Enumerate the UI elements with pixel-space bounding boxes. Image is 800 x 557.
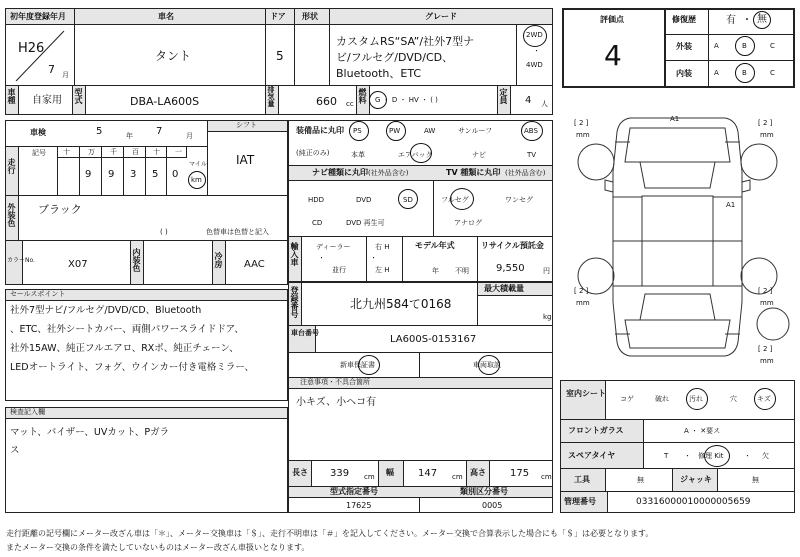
interior-color-label: 内装色 [132, 248, 141, 272]
shift-value: IAT [236, 153, 255, 167]
interior-c: C [770, 69, 775, 77]
equip-pw: PW [389, 127, 401, 135]
tire-fl-mm: mm [576, 131, 590, 139]
equip-sunroof: サンルーフ [458, 127, 493, 135]
grade-line-2: ビ/フルセグ/DVD/CD、 [336, 51, 454, 64]
color-paren: ( ) [160, 228, 168, 236]
reg-year: H26 [18, 41, 45, 56]
shape-label: 形状 [302, 12, 318, 21]
exterior-a: A [714, 42, 719, 50]
digit-header-1: 万 [88, 148, 95, 156]
equip-navi: ナビ [472, 151, 486, 159]
width-label: 幅 [386, 468, 394, 477]
digit-header-5: 一 [175, 148, 182, 156]
equip-ps: PS [353, 127, 362, 135]
repair-yes: 有 [726, 15, 736, 26]
mileage-mark-label: 記号 [32, 149, 46, 157]
digit-header-3: 百 [132, 148, 139, 156]
import-dot: ・ [318, 254, 325, 262]
color-note: 色替車は色替と記入 [206, 228, 269, 236]
navi-sub: (社外品含む) [368, 169, 409, 177]
glass-label: フロントガラス [568, 426, 624, 435]
tire-rr-value: 2 [762, 287, 768, 295]
chassis-label [291, 330, 319, 337]
navi-dvd-play: DVD 再生可 [346, 219, 385, 227]
import-left: 左 H [375, 266, 390, 274]
fuel-options: G ・ D ・ HV ・ ( ) [375, 96, 438, 104]
inspection-year: 5 [96, 126, 103, 137]
tv-analog: アナログ [454, 219, 482, 227]
model-year-label: モデル年式 [415, 241, 455, 250]
seat-label: 室内シート [566, 389, 606, 398]
tire-fl-value: 2 [578, 119, 584, 127]
shift-label: シフト [236, 121, 257, 129]
color-label: 外装色 [7, 203, 16, 227]
tools-value: 無 [637, 476, 644, 484]
recycle-yen: 円 [543, 267, 550, 275]
mgmt-label: 管理番号 [564, 497, 596, 506]
height-unit: cm [541, 473, 552, 481]
exterior-c: C [770, 42, 775, 50]
type-label: 型式指定番号 [330, 487, 378, 496]
capacity-label: 定員 [499, 88, 508, 104]
tire-fr-value: 2 [762, 119, 768, 127]
use-label: 車種 [7, 88, 16, 104]
digit-header-2: 千 [110, 148, 117, 156]
inspection-month: 7 [156, 126, 163, 137]
shape-cell [294, 24, 330, 86]
tire-fr-depth: [ 2 ] [758, 119, 773, 127]
model-year-unknown: 不明 [455, 267, 469, 275]
tire-rl-mm: mm [576, 299, 590, 307]
import-dot: ・ [370, 254, 377, 262]
mileage-unit-mile: マイル [189, 161, 207, 168]
interior-a: A [714, 69, 719, 77]
equip-tv: TV [527, 151, 537, 159]
mileage-digit: 9 [108, 169, 115, 180]
class-value: 0005 [482, 501, 503, 510]
tire-fr-mm: mm [760, 131, 774, 139]
jack-label: ジャッキ [680, 475, 712, 484]
sales-line-1: 社外7型ナビ/フルセグ/DVD/CD、Bluetooth [10, 305, 202, 316]
footer-note-2: またメーター交換の条件を満たしていないものはメーター改ざん車扱いとなります。 [6, 543, 310, 552]
equipment-sub: (純正のみ) [296, 149, 330, 157]
manual: 車両取説 [473, 361, 501, 369]
glass-options: A ・ ✕要ス [684, 427, 721, 435]
car-outline [560, 102, 795, 374]
disp-value: 660 [316, 95, 337, 108]
recycle-value: 9,550 [496, 263, 525, 274]
seat-scratch: キズ [757, 395, 771, 403]
new-warranty: 新車保証書 [340, 361, 375, 369]
import-right: 右 H [375, 243, 390, 251]
grade-line-3: Bluetooth、ETC [336, 67, 422, 80]
color-no-label: カラーNo. [7, 257, 35, 264]
mileage-digit: 3 [130, 169, 137, 180]
jack-value: 無 [752, 476, 759, 484]
chassis-label-text: 車台番号 [291, 329, 319, 337]
grade-line-1: カスタムRS“SA”/社外7型ナ [336, 35, 475, 48]
length-label: 長さ [292, 468, 308, 477]
mileage-unit-km: km [191, 176, 202, 184]
max-load-label: 最大積載量 [484, 284, 524, 293]
exterior-b: B [742, 42, 747, 50]
fuel-label: 燃料 [358, 88, 367, 104]
inspection-label: 車検 [30, 128, 46, 137]
equip-abs: ABS [524, 127, 538, 135]
color-value: ブラック [38, 203, 82, 216]
car-name-label: 車名 [158, 12, 174, 21]
spare-t: T [664, 452, 669, 460]
width-unit: cm [452, 473, 463, 481]
eval-score: 4 [604, 39, 622, 72]
ac-label: 冷房 [214, 252, 223, 268]
digit-sep [101, 146, 102, 196]
digit-sep [123, 146, 124, 196]
navi-hdd: HDD [308, 196, 325, 204]
seat-label-cell [560, 380, 606, 420]
tire-spare-value: 2 [762, 345, 768, 353]
type-value: 17625 [346, 501, 372, 510]
ac-value: AAC [244, 259, 265, 270]
interior-b: B [742, 69, 747, 77]
spare-sep: ・ [684, 452, 691, 460]
repair-label: 修復歴 [672, 15, 696, 24]
inspector-label: 検査記入欄 [10, 408, 45, 416]
equip-leather: 本革 [351, 151, 365, 159]
tv-sub: (社外品含む) [505, 169, 546, 177]
import-dealer: ディーラー [316, 243, 351, 251]
capacity-unit: 人 [541, 100, 548, 108]
eval-score-label: 評価点 [600, 15, 624, 24]
notes-value: 小キズ、小ヘコ有 [296, 397, 377, 408]
interior-label: 内装 [676, 69, 692, 78]
equip-airbag: エアバック [398, 151, 433, 159]
digit-header-0: 十 [63, 148, 70, 156]
digit-sep [166, 146, 167, 196]
tire-rl-depth: [ 2 ] [574, 287, 589, 295]
tire-rl-value: 2 [578, 287, 584, 295]
height-value: 175 [510, 468, 530, 479]
digit-header-row [57, 146, 187, 158]
tire-spare-depth: [ 2 ] [758, 345, 773, 353]
damage-diagram [560, 102, 795, 374]
notes-block [288, 377, 553, 461]
length-value: 339 [330, 468, 350, 479]
grade-label: グレード [425, 12, 457, 21]
equipment-label: 装備品に丸印 [296, 126, 344, 135]
footer-note-1: 走行距離の記号欄にメーター改ざん車は「＊」、メーター交換車は「＄」、走行不明車は「＃」を記入してください。メーター交換で合算表示した場合にも「＄」は必要となります。 [6, 529, 654, 538]
door-label: ドア [270, 12, 286, 21]
tv-label: TV 種類に丸印 [446, 168, 501, 177]
spare-sep: ・ [744, 452, 751, 460]
sales-line-3: 社外15AW、純正フルエアロ、RXポ、純正チェーン、 [10, 343, 239, 354]
tire-fl-depth: [ 2 ] [574, 119, 589, 127]
seat-hole: 穴 [730, 395, 737, 403]
model-year-unit: 年 [432, 267, 439, 275]
sales-line-2: 、ETC、社外シートカバー、両側パワースライドドア、 [10, 324, 244, 335]
first-reg-label: 初年度登録年月 [10, 12, 66, 21]
type-header [288, 486, 553, 498]
model-label: 型式 [74, 88, 83, 104]
model-value: DBA-LA600S [130, 95, 200, 108]
exterior-label: 外装 [676, 42, 692, 51]
spare-label: スペアタイヤ [568, 451, 616, 460]
inspector-block [5, 407, 288, 513]
sales-line-4: LEDオートライト、フォグ、ウインカー付き電格ミラー、 [10, 362, 254, 373]
drive-2wd: 2WD [526, 31, 543, 39]
equip-aw: AW [424, 127, 436, 135]
navi-sd: SD [403, 196, 413, 204]
spare-none: 欠 [762, 452, 769, 460]
inspector-header [5, 407, 288, 419]
navi-label: ナビ種類に丸印 [312, 168, 368, 177]
tv-fullseg: フルセグ [441, 196, 469, 204]
mileage-digit: 0 [172, 169, 179, 180]
digit-sep [79, 146, 80, 196]
max-load-kg: kg [543, 313, 552, 321]
inspection-year-unit: 年 [126, 132, 133, 140]
seat-tear: 破れ [655, 395, 669, 403]
seat-burn: コゲ [620, 395, 634, 403]
car-name: タント [155, 49, 192, 63]
navi-cd: CD [312, 219, 323, 227]
tire-rr-mm: mm [760, 299, 774, 307]
plate-value: 北九州584て0168 [350, 297, 452, 311]
color-no-value: X07 [68, 259, 88, 270]
height-label: 高さ [470, 468, 486, 477]
damage-a1-front: A1 [670, 115, 680, 123]
tools-label: 工具 [574, 475, 590, 484]
mileage-label: 走行 [7, 158, 16, 174]
digit-sep [145, 146, 146, 196]
tire-rr-depth: [ 2 ] [758, 287, 773, 295]
row-model [5, 85, 553, 115]
navi-dvd: DVD [356, 196, 372, 204]
capacity-value: 4 [525, 95, 532, 106]
tire-spare-mm: mm [760, 357, 774, 365]
drive-dot: ・ [533, 47, 540, 55]
repair-no: 無 [757, 14, 767, 25]
spare-kit: 修理 Kit [698, 452, 724, 460]
recycle-label: リサイクル預託金 [481, 241, 544, 250]
disp-unit: cc [346, 100, 354, 108]
inspection-month-unit: 月 [186, 132, 193, 140]
reg-month-unit: 月 [62, 71, 69, 79]
import-parallel: 並行 [332, 266, 346, 274]
class-label: 類別区分番号 [460, 487, 508, 496]
disp-label: 排気量 [267, 86, 275, 107]
door-count: 5 [276, 49, 284, 63]
notes-label: 注意事項・不具合箇所 [300, 378, 370, 386]
mileage-digit: 5 [152, 169, 159, 180]
import-label: 輸入車 [290, 242, 299, 266]
digit-header-4: 十 [153, 148, 160, 156]
plate-label: 登録番号 [290, 286, 299, 318]
inspector-line-2: ス [10, 445, 20, 456]
tv-oneseg: ワンセグ [505, 196, 533, 204]
mgmt-value: 03316000010000005659 [636, 497, 751, 507]
seat-dirt: 汚れ [689, 395, 703, 403]
inspector-line-1: マット、バイザー、UVカット、Pガラ [10, 427, 170, 438]
damage-a1-side: A1 [726, 201, 736, 209]
repair-sep: ・ [742, 15, 752, 26]
chassis-value: LA600S-0153167 [390, 334, 477, 345]
length-unit: cm [364, 473, 375, 481]
width-value: 147 [418, 468, 438, 479]
drive-4wd: 4WD [526, 61, 543, 69]
mileage-digit: 9 [85, 169, 92, 180]
sales-label: セールスポイント [10, 290, 66, 298]
use-value: 自家用 [32, 95, 62, 106]
reg-month: 7 [48, 63, 55, 76]
